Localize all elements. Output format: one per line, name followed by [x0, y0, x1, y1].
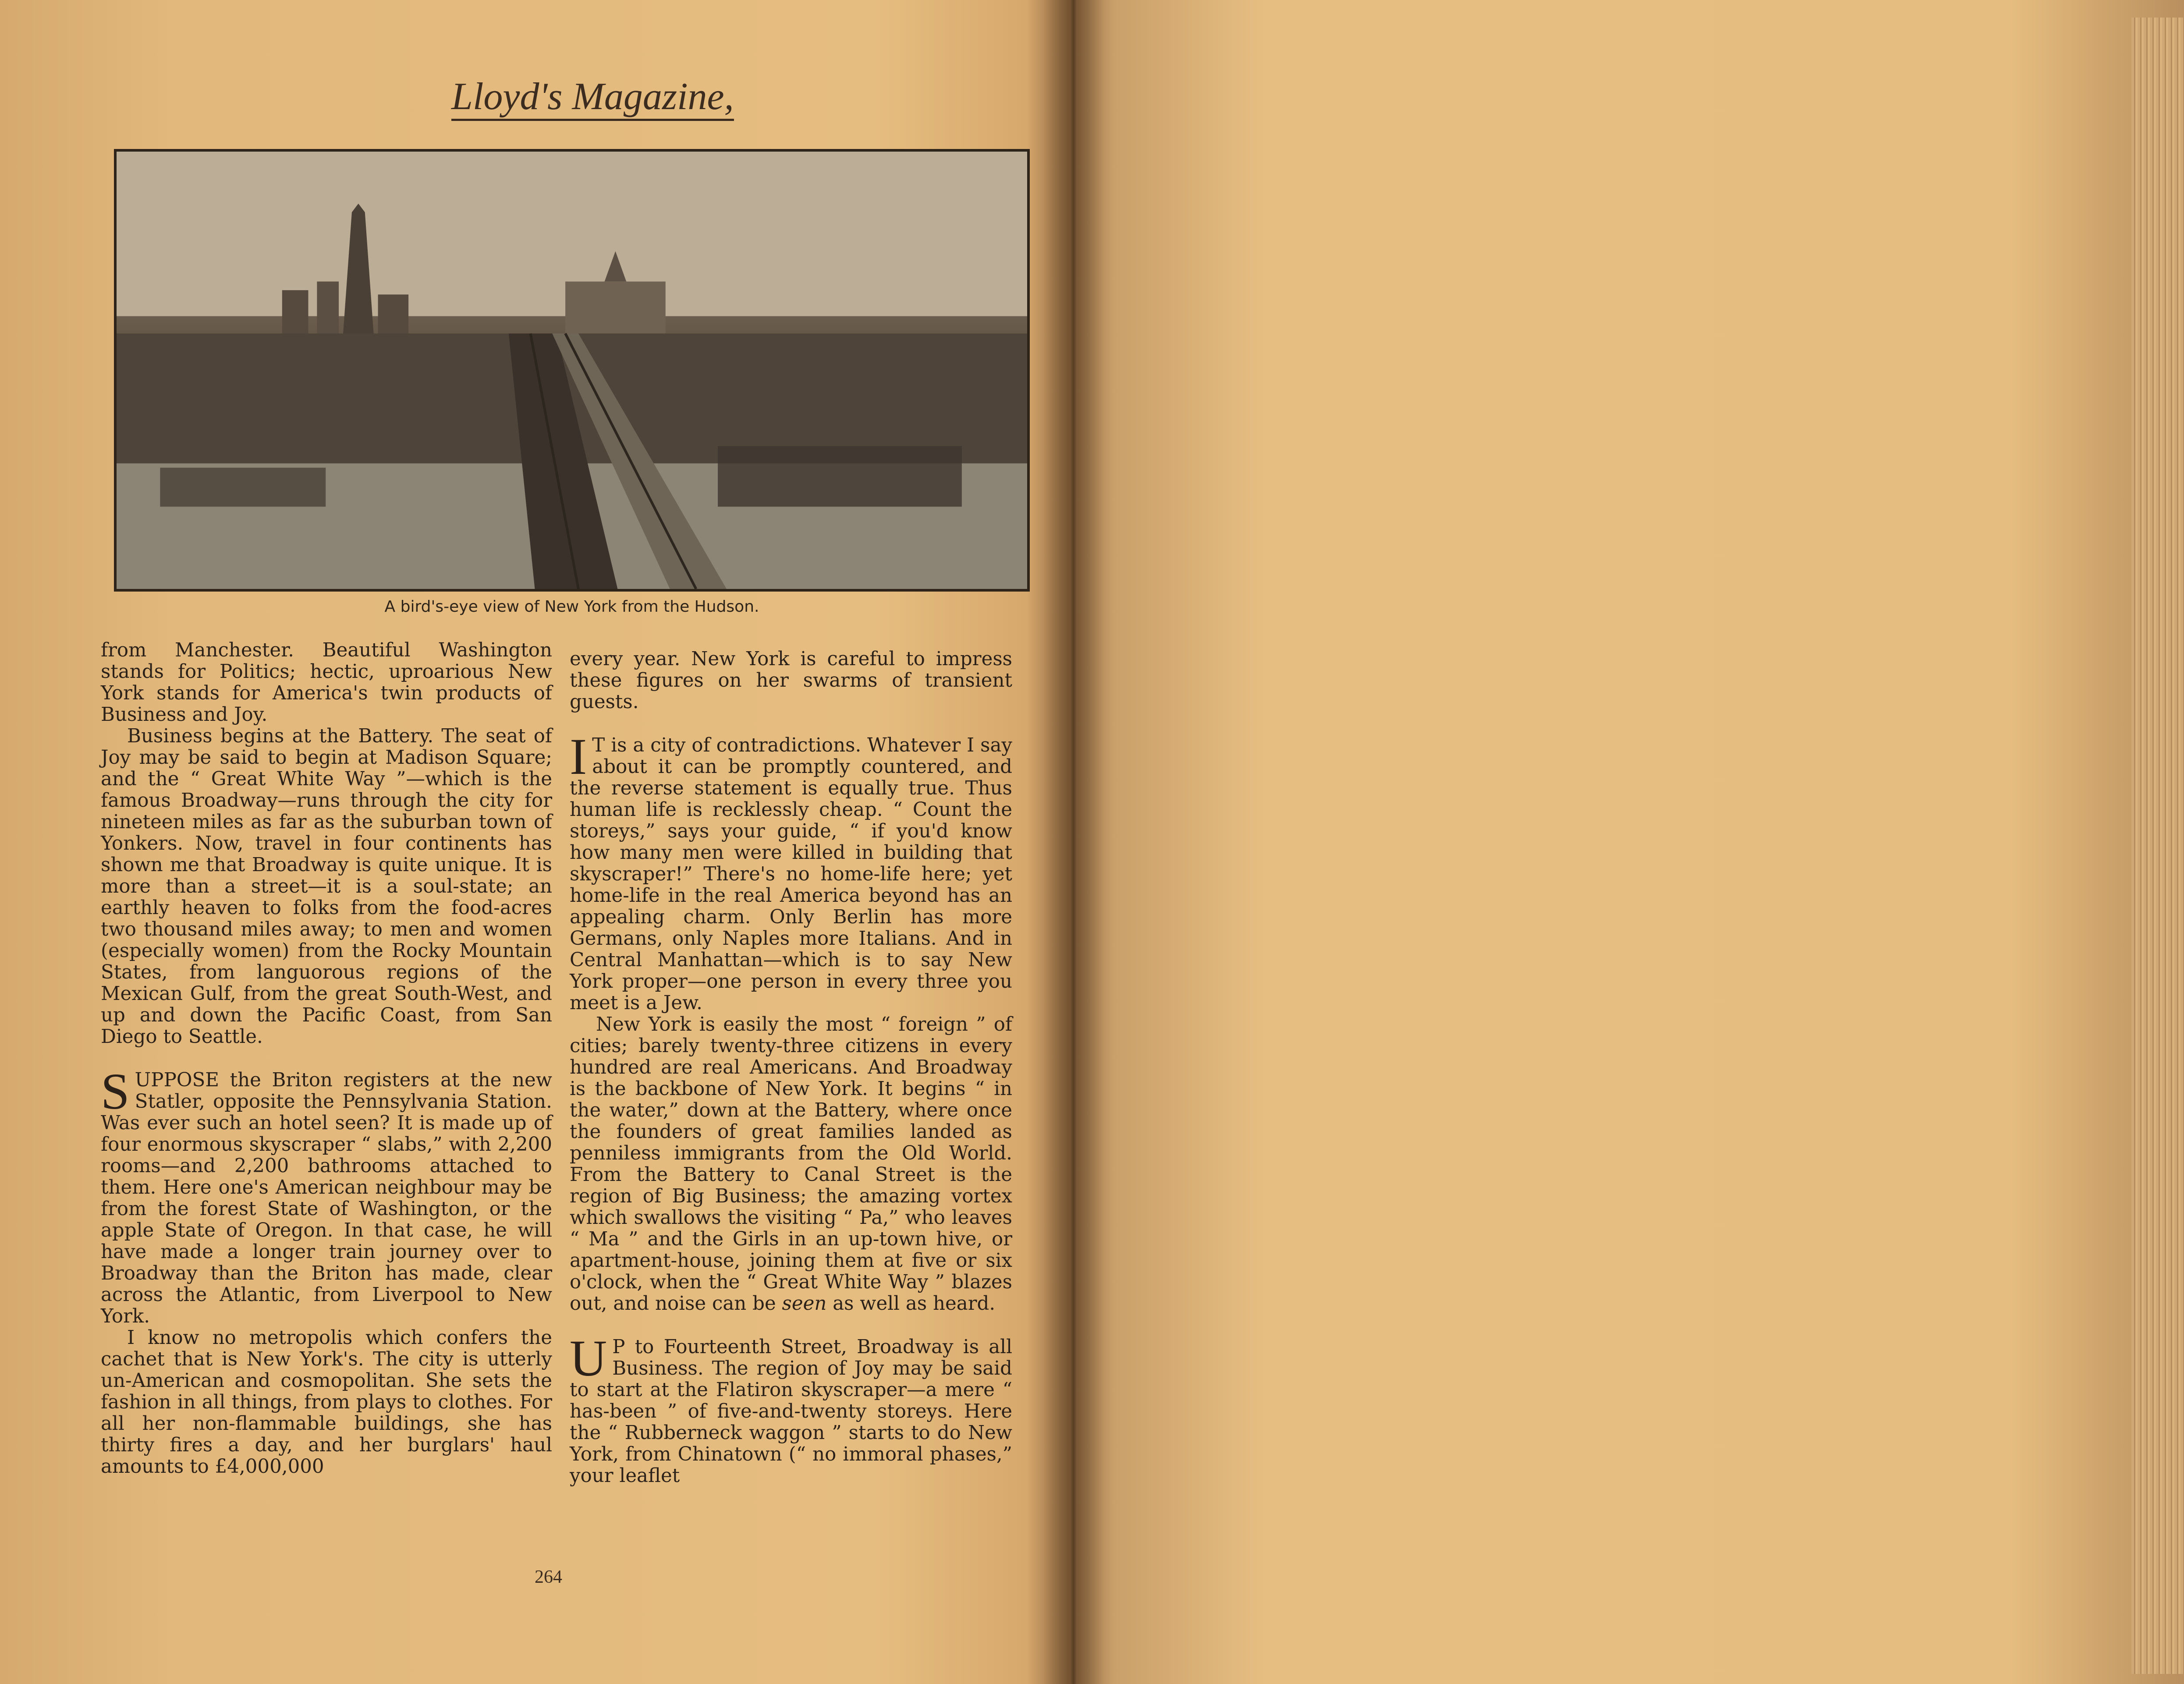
col1-paragraph-3-text: UPPOSE the Briton registers at the new Statler, opposite the Pennsylvania Station. Was ever such an hotel seen? It is made up of four enormous skyscraper “ slabs,” with 2,200 rooms—and 2,200 bathrooms attached to them. Here one's American neighbour may be from the forest State of Washington, or the apple State of Oregon. In that case, he will have made a longer train journey over to Broadway than the Briton has made, clear across the Atlantic, from Liverpool to New York. — [101, 1069, 552, 1327]
drop-cap-i: I — [570, 728, 587, 785]
col1-paragraph-1: from Manchester. Beautiful Washington stands for Politics; hectic, uproarious New York stands for America's twin products of Business and Joy. — [101, 639, 552, 726]
page-number-left: 264 — [535, 1567, 562, 1587]
hudson-skyline-image — [117, 152, 1027, 589]
col2-paragraph-2 — [570, 728, 1012, 1014]
col2-paragraph-3-text: New York is easily the most “ foreign ” of cities; barely twenty-three citizens in every hundred are real Americans. And Broadway is the backbone of New York. It begins “ in the water,” down at the Battery, where once the founders of great families landed as penniless immigrants from the Old World. From the Battery to Canal Street is the region of Big Business; the amazing vortex which swallows the visiting “ Pa,” who leaves “ Ma ” and the Girls in an up-town hive, or apartment-house, joining them at five or six o'clock, when the “ Great White Way ” blazes out, and noise can be — [570, 1014, 1012, 1315]
col2-emphasis-seen: seen — [782, 1293, 827, 1315]
col2-paragraph-2-text: T is a city of contradictions. Whatever I say about it can be promptly countered, and the reverse statement is equally true. Thus human life is recklessly cheap. “ Count the storeys,” says your guide, “ if you'd know how many men were killed in building that skyscraper!” There's no home-life here; yet home-life in the real America beyond has an appealing charm. Only Berlin has more Germans, only Naples more Italians. And in Central Manhattan—which is to say New York proper—one person in every three you meet is a Jew. — [570, 734, 1012, 1014]
col2-paragraph-1: every year. New York is careful to impress these figures on her swarms of transient guests. — [570, 648, 1012, 713]
col2-paragraph-3-end: as well as heard. — [833, 1293, 996, 1315]
hudson-photo — [114, 149, 1030, 592]
col1-paragraph-3 — [101, 1063, 552, 1327]
col2-paragraph-3 — [570, 1014, 1012, 1315]
hudson-caption: A bird's-eye view of New York from the Hudson. — [384, 598, 759, 616]
drop-cap-u: U — [570, 1329, 607, 1387]
column-1 — [101, 640, 552, 1478]
left-page — [0, 0, 1060, 1684]
col1-paragraph-4: I know no metropolis which confers the cachet that is New York's. The city is utterly un-American and cosmopolitan. She sets the fashion in all things, from plays to clothes. For all her non-flammable buildings, she has thirty fires a day, and her burglars' haul amounts to £4,000,000 — [101, 1327, 552, 1478]
running-head-left: Lloyd's Magazine, — [451, 74, 734, 121]
right-page — [1074, 0, 2134, 1684]
page-edges — [2131, 18, 2184, 1674]
column-2 — [570, 649, 1012, 1487]
drop-cap-s: S — [101, 1063, 130, 1120]
col2-paragraph-4 — [570, 1329, 1012, 1487]
col1-paragraph-2: Business begins at the Battery. The seat of Joy may be said to begin at Madison Square; and the “ Great White Way ”—which is the famous Broadway—runs through the city for nineteen miles as far as the suburban town of Yonkers. Now, travel in four continents has shown me that Broadway is quite unique. It is more than a street—it is a soul-state; an earthly heaven to folks from the food-acres two thousand miles away; to men and women (especially women) from the Rocky Mountain States, from languorous regions of the Mexican Gulf, from the great South-West, and up and down the Pacific Coast, from San Diego to Seattle. — [101, 725, 552, 1048]
col2-paragraph-4-text: P to Fourteenth Street, Broadway is all Business. The region of Joy may be said to start at the Flatiron skyscraper—a mere “ has-been ” of five-and-twenty storeys. Here the “ Rubberneck waggon ” starts to do New York, from Chinatown (“ no immoral phases,” your leaflet — [570, 1336, 1012, 1487]
